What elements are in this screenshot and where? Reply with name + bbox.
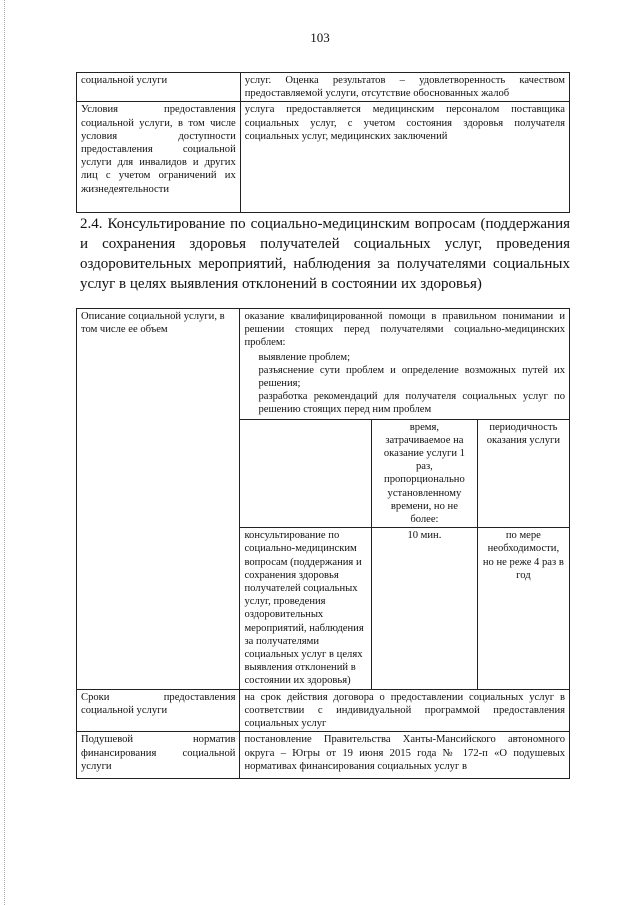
table-cell-service: консультирование по социально-медицинским вопросам (поддержания и сохранения здоровья получателей социальных услуг, проведения оздоровительных мероприятий, наблюдения за получателями социальных услуг в целях выявления отклонений в состоянии их здоровья) bbox=[240, 528, 371, 689]
table-continuation bbox=[76, 72, 570, 213]
table-cell-value: постановление Правительства Ханты-Мансийского автономного округа – Югры от 19 июня 2015 года № 172-п «О подушевых нормативах финансирования социальных услуг в bbox=[240, 732, 570, 779]
page-number: 103 bbox=[310, 30, 330, 45]
service-subtable bbox=[240, 419, 569, 689]
table-cell-label: Условия предоставления социальной услуги, в том числе условия доступности предоставления социальной услуги для инвалидов и других лиц с учетом ограничений их жизнедеятельности bbox=[77, 102, 241, 213]
list-item: выявление проблем; bbox=[258, 351, 351, 363]
table-row bbox=[77, 309, 570, 690]
list-item: разъяснение сути проблем и определение возможных путей их решения; bbox=[258, 364, 565, 390]
table-row bbox=[77, 689, 570, 732]
service-description-cell bbox=[240, 309, 570, 690]
table-cell-empty bbox=[240, 419, 371, 528]
service-table bbox=[76, 308, 570, 779]
table-cell-label: социальной услуги bbox=[77, 73, 241, 102]
table-cell-value: услуг. Оценка результатов – удовлетворенность качеством предоставляемой услуги, отсутствие обоснованных жалоб bbox=[240, 73, 569, 102]
section-heading: 2.4. Консультирование по социально-медицинским вопросам (поддержания и сохранения здоровья получателей социальных услуг, проведения оздоровительных мероприятий, наблюдения за получателями социальных услуг в целях выявления отклонений в состоянии их здоровья) bbox=[80, 216, 570, 292]
table-row bbox=[240, 419, 569, 528]
list-item: разработка рекомендаций для получателя социальных услуг по решению стоящих перед ним проблем bbox=[258, 391, 565, 416]
page-edge bbox=[0, 0, 5, 905]
service-description-intro: оказание квалифицированной помощи в правильном понимании и решении стоящих перед получателями социально-медицинских проблем: bbox=[244, 311, 565, 349]
table-cell-label: Подушевой норматив финансирования социальной услуги bbox=[77, 732, 240, 779]
table-row bbox=[77, 732, 570, 779]
table-row bbox=[77, 73, 570, 102]
table-cell-time: 10 мин. bbox=[372, 528, 478, 689]
service-description-label: Описание социальной услуги, в том числе ее объем bbox=[77, 309, 240, 690]
table-row bbox=[240, 528, 569, 689]
column-header-time: время, затрачиваемое на оказание услуги 1 раз, пропорционально установленному времени, но не более: bbox=[372, 419, 478, 528]
table-cell-period: по мере необходимости, но не реже 4 раз в год bbox=[477, 528, 569, 689]
table-row bbox=[77, 102, 570, 213]
table-cell-value: услуга предоставляется медицинским персоналом поставщика социальных услуг, с учетом состояния здоровья получателя социальных услуг, медицинских заключений bbox=[240, 102, 569, 213]
table-cell-label: Сроки предоставления социальной услуги bbox=[77, 689, 240, 732]
table-cell-value: на срок действия договора о предоставлении социальных услуг в соответствии с индивидуальной программой предоставления социальных услуг bbox=[240, 689, 570, 732]
column-header-period: периодичность оказания услуги bbox=[477, 419, 569, 528]
